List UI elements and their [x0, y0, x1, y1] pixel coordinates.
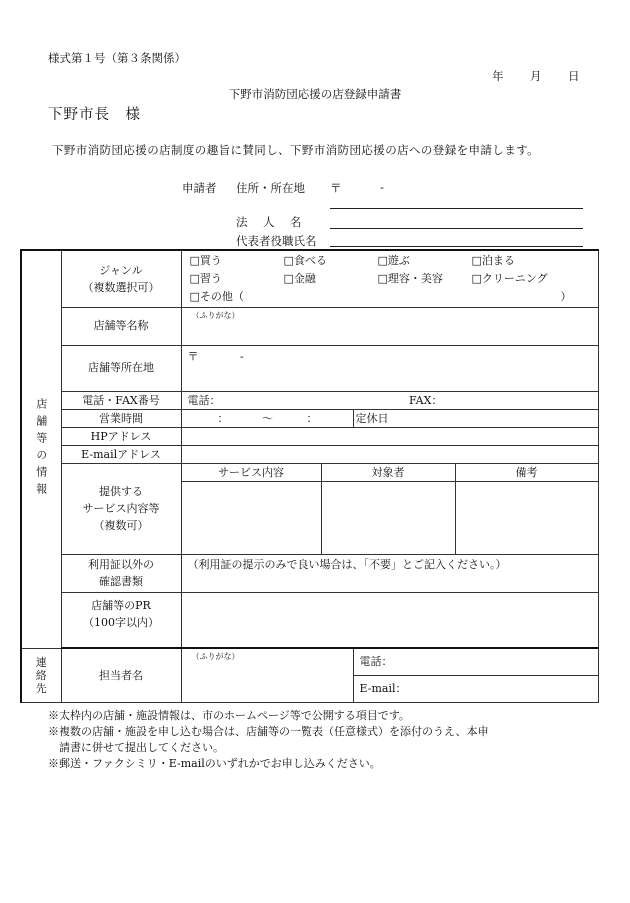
hours-colon-open: ：: [217, 411, 229, 425]
confirm-docs-label: 利用証以外の 確認書類: [61, 554, 181, 592]
address-label: 住所・所在地: [236, 181, 305, 195]
contact-person-field[interactable]: [181, 648, 353, 702]
services-notes-field[interactable]: [455, 481, 598, 554]
fax-prefix: FAX：: [409, 393, 443, 407]
hours-colon-close: ：: [306, 411, 318, 425]
genre-label: ジャンル （複数選択可）: [61, 250, 181, 307]
postal-mark: 〒: [330, 181, 342, 195]
store-name-furigana: （ふりがな）: [191, 310, 240, 320]
store-address-field[interactable]: [181, 345, 598, 391]
hp-label: HPアドレス: [61, 427, 181, 445]
store-name-field[interactable]: [181, 307, 598, 345]
genre-checkbox-stay[interactable]: □泊まる: [471, 253, 515, 267]
contact-email-field[interactable]: E-mail：: [353, 675, 598, 702]
genre-checkbox-learn[interactable]: □習う: [189, 271, 222, 285]
form-number: 様式第１号（第３条関係）: [48, 51, 186, 65]
services-content-field[interactable]: [181, 481, 321, 554]
corp-name-label: 法 人 名: [236, 215, 304, 229]
genre-checkbox-buy[interactable]: □買う: [189, 253, 222, 267]
phone-fax-label: 電話・FAX番号: [61, 391, 181, 409]
pr-label: 店舗等のPR （100字以内）: [61, 592, 181, 648]
addressee: 下野市長 様: [48, 107, 141, 123]
genre-checkbox-other[interactable]: □その他（: [189, 289, 244, 303]
applicant-label: 申請者: [182, 181, 217, 195]
phone-field[interactable]: [181, 391, 353, 409]
page-title: 下野市消防団応援の店登録申請書: [228, 87, 402, 101]
contact-phone-field[interactable]: 電話：: [353, 648, 598, 675]
genre-checkbox-finance[interactable]: □金融: [283, 271, 316, 285]
services-header-content: サービス内容: [181, 463, 321, 481]
hours-label: 営業時間: [61, 409, 181, 427]
store-info-table: [20, 249, 599, 703]
email-field[interactable]: [181, 445, 598, 463]
pr-field[interactable]: [181, 592, 598, 648]
closed-day-label: 定休日: [353, 409, 598, 427]
rep-name-input-line[interactable]: [330, 246, 583, 247]
contact-furigana: （ふりがな）: [191, 652, 240, 662]
genre-options: [181, 250, 598, 307]
note-4: ※郵送・ファクシミリ・E-mailのいずれかでお申し込みください。: [48, 757, 381, 770]
date-month: 月: [530, 69, 542, 83]
footnotes: [48, 708, 608, 772]
phone-prefix: 電話：: [187, 393, 221, 407]
rep-name-label: 代表者役職氏名: [236, 234, 317, 248]
intro-text: 下野市消防団応援の店制度の趣旨に賛同し、下野市消防団応援の店への登録を申請します。: [52, 143, 539, 157]
genre-checkbox-play[interactable]: □遊ぶ: [377, 253, 410, 267]
note-2: ※複数の店舗・施設を申し込む場合は、店舗等の一覧表（任意様式）を添付のうえ、本申: [48, 725, 489, 738]
date-year: 年: [492, 69, 504, 83]
genre-checkbox-eat[interactable]: □食べる: [283, 253, 327, 267]
note-3: 請書に併せて提出してください。: [48, 741, 224, 754]
hp-field[interactable]: [181, 427, 598, 445]
genre-checkbox-beauty[interactable]: □理容・美容: [377, 271, 443, 285]
services-label: 提供する サービス内容等 （複数可）: [61, 463, 181, 554]
services-target-field[interactable]: [321, 481, 455, 554]
note-1: ※太枠内の店舗・施設情報は、市のホームページ等で公開する項目です。: [48, 709, 410, 722]
corp-name-input-line[interactable]: [330, 228, 583, 229]
genre-other-close-paren: ）: [560, 289, 572, 303]
hours-tilde: ～: [262, 411, 273, 425]
confirm-docs-note: （利用証の提示のみで良い場合は、「不要」とご記入ください。）: [187, 557, 507, 571]
confirm-docs-field[interactable]: [181, 554, 598, 592]
services-header-notes: 備考: [455, 463, 598, 481]
store-name-label: 店舗等名称: [61, 307, 181, 345]
contact-person-label: 担当者名: [61, 648, 181, 702]
store-info-side-label: 店舗等の情報: [21, 250, 61, 648]
date-day: 日: [568, 69, 580, 83]
contact-side-label: 連絡先: [21, 648, 61, 702]
genre-checkbox-cleaning[interactable]: □クリーニング: [471, 271, 548, 285]
store-postal-dash: -: [240, 349, 244, 363]
store-postal-mark: 〒: [187, 349, 199, 363]
email-label: E-mailアドレス: [61, 445, 181, 463]
hours-field[interactable]: [181, 409, 353, 427]
services-header-target: 対象者: [321, 463, 455, 481]
store-address-label: 店舗等所在地: [61, 345, 181, 391]
fax-field[interactable]: [353, 391, 598, 409]
postal-dash: -: [380, 180, 384, 194]
address-input-line[interactable]: [330, 208, 583, 209]
